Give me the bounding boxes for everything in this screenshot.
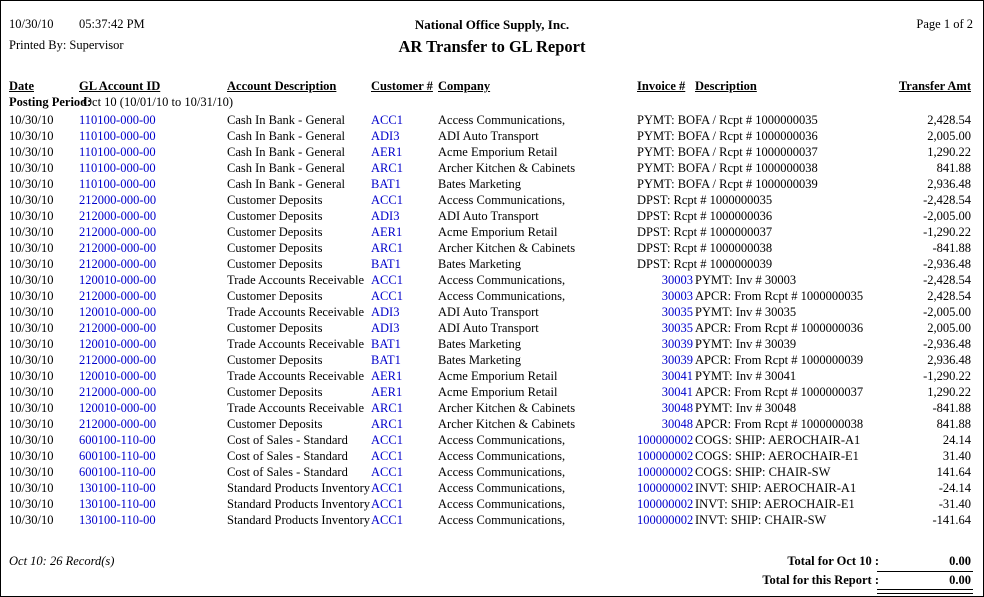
row-gl-account-link[interactable]: 212000-000-00 — [79, 257, 157, 271]
row-description: INVT: SHIP: AEROCHAIR-A1 — [695, 481, 857, 495]
total-report-rule-bottom — [877, 593, 973, 594]
total-report-value: 0.00 — [949, 573, 971, 587]
row-invoice-link[interactable]: 100000002 — [637, 513, 694, 527]
page-number: Page 1 of 2 — [916, 17, 973, 31]
row-customer-link[interactable]: BAT1 — [371, 353, 401, 367]
row-customer-link[interactable]: AER1 — [371, 145, 403, 159]
row-customer-link[interactable]: ACC1 — [371, 193, 403, 207]
row-date: 10/30/10 — [9, 449, 54, 463]
row-invoice-link[interactable]: 30048 — [661, 417, 693, 431]
row-gl-account-link[interactable]: 212000-000-00 — [79, 321, 157, 335]
row-transfer-amount: 2,936.48 — [927, 353, 971, 367]
row-date: 10/30/10 — [9, 241, 54, 255]
row-date: 10/30/10 — [9, 273, 54, 287]
company-name: National Office Supply, Inc. — [414, 17, 570, 32]
row-description: PYMT: Inv # 30048 — [695, 401, 797, 415]
row-description: PYMT: BOFA / Rcpt # 1000000036 — [637, 129, 818, 143]
table-row — [1, 241, 983, 257]
row-invoice-link[interactable]: 100000002 — [637, 449, 694, 463]
row-transfer-amount: -2,428.54 — [923, 273, 971, 287]
row-date: 10/30/10 — [9, 337, 54, 351]
row-transfer-amount: 2,936.48 — [927, 177, 971, 191]
row-date: 10/30/10 — [9, 289, 54, 303]
row-gl-account-link[interactable]: 212000-000-00 — [79, 241, 157, 255]
row-date: 10/30/10 — [9, 161, 54, 175]
row-transfer-amount: -841.88 — [932, 401, 971, 415]
row-transfer-amount: 1,290.22 — [927, 145, 971, 159]
row-gl-account-link[interactable]: 110100-000-00 — [79, 129, 156, 143]
row-account-description: Trade Accounts Receivable — [227, 273, 364, 287]
row-gl-account-link[interactable]: 600100-110-00 — [79, 465, 156, 479]
row-company: Archer Kitchen & Cabinets — [438, 417, 576, 431]
row-invoice-link[interactable]: 30039 — [661, 353, 693, 367]
row-description: PYMT: Inv # 30003 — [695, 273, 797, 287]
row-transfer-amount: 31.40 — [942, 449, 971, 463]
row-transfer-amount: -2,936.48 — [923, 337, 971, 351]
row-invoice-link[interactable]: 30048 — [661, 401, 693, 415]
posting-period-label: Posting Period: — [9, 95, 92, 109]
row-company: Acme Emporium Retail — [438, 225, 558, 239]
table-row — [1, 209, 983, 225]
table-row — [1, 257, 983, 273]
row-company: Access Communications, — [438, 193, 566, 207]
row-transfer-amount: 1,290.22 — [927, 385, 971, 399]
row-date: 10/30/10 — [9, 353, 54, 367]
row-gl-account-link[interactable]: 120010-000-00 — [79, 337, 157, 351]
row-description: APCR: From Rcpt # 1000000039 — [695, 353, 864, 367]
table-row — [1, 145, 983, 161]
row-date: 10/30/10 — [9, 177, 54, 191]
row-account-description: Customer Deposits — [227, 289, 323, 303]
row-customer-link[interactable]: AER1 — [371, 369, 403, 383]
row-invoice-link[interactable]: 30003 — [661, 289, 693, 303]
column-header-gl-account-id: GL Account ID — [79, 79, 161, 93]
row-invoice-link[interactable]: 30041 — [661, 369, 693, 383]
table-row — [1, 337, 983, 353]
row-account-description: Standard Products Inventory — [227, 481, 371, 495]
row-customer-link[interactable]: ACC1 — [371, 497, 403, 511]
row-date: 10/30/10 — [9, 385, 54, 399]
row-description: PYMT: Inv # 30041 — [695, 369, 797, 383]
row-customer-link[interactable]: ADI3 — [371, 321, 400, 335]
row-company: Access Communications, — [438, 465, 566, 479]
row-gl-account-link[interactable]: 130100-110-00 — [79, 497, 156, 511]
row-account-description: Standard Products Inventory — [227, 513, 371, 527]
row-customer-link[interactable]: BAT1 — [371, 337, 401, 351]
report-header — [1, 1, 983, 63]
table-row — [1, 161, 983, 177]
row-transfer-amount: 2,005.00 — [927, 129, 971, 143]
row-account-description: Customer Deposits — [227, 241, 323, 255]
row-invoice-link[interactable]: 100000002 — [637, 465, 694, 479]
row-description: APCR: From Rcpt # 1000000037 — [695, 385, 864, 399]
row-description: DPST: Rcpt # 1000000036 — [637, 209, 773, 223]
report-rows — [1, 113, 983, 529]
table-row — [1, 497, 983, 513]
row-company: Bates Marketing — [438, 257, 521, 271]
column-header-customer: Customer # — [371, 79, 433, 93]
row-date: 10/30/10 — [9, 321, 54, 335]
row-date: 10/30/10 — [9, 257, 54, 271]
row-company: Access Communications, — [438, 273, 566, 287]
table-row — [1, 385, 983, 401]
row-invoice-link[interactable]: 100000002 — [637, 497, 694, 511]
row-company: ADI Auto Transport — [438, 321, 539, 335]
row-description: PYMT: BOFA / Rcpt # 1000000038 — [637, 161, 818, 175]
table-row — [1, 449, 983, 465]
row-gl-account-link[interactable]: 130100-110-00 — [79, 513, 156, 527]
row-account-description: Standard Products Inventory — [227, 497, 371, 511]
row-customer-link[interactable]: ADI3 — [371, 129, 400, 143]
row-transfer-amount: 2,428.54 — [927, 113, 971, 127]
row-company: Archer Kitchen & Cabinets — [438, 241, 576, 255]
row-transfer-amount: 2,428.54 — [927, 289, 971, 303]
row-customer-link[interactable]: ACC1 — [371, 289, 403, 303]
posting-period — [1, 95, 983, 111]
row-account-description: Trade Accounts Receivable — [227, 369, 364, 383]
row-account-description: Cash In Bank - General — [227, 161, 346, 175]
row-company: ADI Auto Transport — [438, 305, 539, 319]
table-row — [1, 289, 983, 305]
row-transfer-amount: -2,005.00 — [923, 209, 971, 223]
row-gl-account-link[interactable]: 212000-000-00 — [79, 353, 157, 367]
row-customer-link[interactable]: ADI3 — [371, 209, 400, 223]
row-date: 10/30/10 — [9, 129, 54, 143]
table-row — [1, 353, 983, 369]
page-title: AR Transfer to GL Report — [398, 37, 586, 56]
total-period-label: Total for Oct 10 : — [787, 554, 879, 568]
row-date: 10/30/10 — [9, 481, 54, 495]
row-customer-link[interactable]: AER1 — [371, 385, 403, 399]
row-transfer-amount: -2,936.48 — [923, 257, 971, 271]
posting-period-value: Oct 10 (10/01/10 to 10/31/10) — [83, 95, 233, 109]
row-customer-link[interactable]: ACC1 — [371, 513, 403, 527]
row-gl-account-link[interactable]: 110100-000-00 — [79, 161, 156, 175]
row-customer-link[interactable]: BAT1 — [371, 257, 401, 271]
row-date: 10/30/10 — [9, 145, 54, 159]
row-transfer-amount: -1,290.22 — [923, 225, 971, 239]
row-transfer-amount: -841.88 — [932, 241, 971, 255]
row-customer-link[interactable]: BAT1 — [371, 177, 401, 191]
row-transfer-amount: 2,005.00 — [927, 321, 971, 335]
row-date: 10/30/10 — [9, 193, 54, 207]
row-transfer-amount: 141.64 — [936, 465, 971, 479]
row-description: APCR: From Rcpt # 1000000035 — [695, 289, 864, 303]
table-row — [1, 225, 983, 241]
row-gl-account-link[interactable]: 120010-000-00 — [79, 401, 157, 415]
row-date: 10/30/10 — [9, 433, 54, 447]
table-row — [1, 369, 983, 385]
column-header-account-description: Account Description — [227, 79, 337, 93]
row-transfer-amount: -24.14 — [938, 481, 971, 495]
row-customer-link[interactable]: ACC1 — [371, 113, 403, 127]
row-transfer-amount: 841.88 — [936, 161, 971, 175]
row-customer-link[interactable]: ARC1 — [371, 401, 403, 415]
row-date: 10/30/10 — [9, 305, 54, 319]
row-invoice-link[interactable]: 100000002 — [637, 481, 694, 495]
row-date: 10/30/10 — [9, 417, 54, 431]
row-description: DPST: Rcpt # 1000000038 — [637, 241, 773, 255]
table-row — [1, 433, 983, 449]
row-transfer-amount: -2,005.00 — [923, 305, 971, 319]
row-gl-account-link[interactable]: 212000-000-00 — [79, 193, 157, 207]
row-account-description: Cash In Bank - General — [227, 145, 346, 159]
row-transfer-amount: -31.40 — [938, 497, 971, 511]
row-customer-link[interactable]: AER1 — [371, 225, 403, 239]
row-date: 10/30/10 — [9, 497, 54, 511]
row-description: PYMT: Inv # 30035 — [695, 305, 797, 319]
total-report-rule-top — [877, 589, 973, 590]
table-row — [1, 193, 983, 209]
row-gl-account-link[interactable]: 110100-000-00 — [79, 113, 156, 127]
column-header-transfer-amt: Transfer Amt — [898, 79, 971, 93]
row-account-description: Customer Deposits — [227, 321, 323, 335]
row-gl-account-link[interactable]: 120010-000-00 — [79, 369, 157, 383]
row-description: PYMT: BOFA / Rcpt # 1000000037 — [637, 145, 818, 159]
table-row — [1, 417, 983, 433]
row-date: 10/30/10 — [9, 401, 54, 415]
row-invoice-link[interactable]: 30039 — [661, 337, 693, 351]
row-account-description: Cash In Bank - General — [227, 129, 346, 143]
row-account-description: Customer Deposits — [227, 209, 323, 223]
table-row — [1, 465, 983, 481]
row-date: 10/30/10 — [9, 113, 54, 127]
row-description: DPST: Rcpt # 1000000039 — [637, 257, 773, 271]
row-account-description: Cash In Bank - General — [227, 177, 346, 191]
row-gl-account-link[interactable]: 120010-000-00 — [79, 305, 157, 319]
row-account-description: Cash In Bank - General — [227, 113, 346, 127]
row-invoice-link[interactable]: 30035 — [661, 305, 693, 319]
table-column-headers — [1, 79, 983, 95]
row-description: DPST: Rcpt # 1000000035 — [637, 193, 773, 207]
row-customer-link[interactable]: ARC1 — [371, 241, 403, 255]
report-date: 10/30/10 — [9, 17, 54, 31]
row-company: Archer Kitchen & Cabinets — [438, 401, 576, 415]
table-row — [1, 113, 983, 129]
row-description: DPST: Rcpt # 1000000037 — [637, 225, 773, 239]
row-transfer-amount: -141.64 — [932, 513, 971, 527]
row-date: 10/30/10 — [9, 465, 54, 479]
row-account-description: Cost of Sales - Standard — [227, 433, 348, 447]
row-company: Bates Marketing — [438, 337, 521, 351]
total-report-label: Total for this Report : — [762, 573, 879, 587]
row-customer-link[interactable]: ACC1 — [371, 449, 403, 463]
column-header-company: Company — [438, 79, 491, 93]
table-row — [1, 273, 983, 289]
table-row — [1, 401, 983, 417]
row-customer-link[interactable]: ACC1 — [371, 273, 403, 287]
total-period-value: 0.00 — [949, 554, 971, 568]
row-gl-account-link[interactable]: 212000-000-00 — [79, 289, 157, 303]
row-company: Access Communications, — [438, 433, 566, 447]
report-time: 05:37:42 PM — [79, 17, 145, 31]
row-gl-account-link[interactable]: 600100-110-00 — [79, 449, 156, 463]
row-gl-account-link[interactable]: 120010-000-00 — [79, 273, 157, 287]
row-gl-account-link[interactable]: 110100-000-00 — [79, 177, 156, 191]
row-description: PYMT: Inv # 30039 — [695, 337, 797, 351]
row-gl-account-link[interactable]: 110100-000-00 — [79, 145, 156, 159]
column-header-invoice: Invoice # — [637, 79, 686, 93]
row-description: APCR: From Rcpt # 1000000036 — [695, 321, 864, 335]
row-gl-account-link[interactable]: 600100-110-00 — [79, 433, 156, 447]
row-transfer-amount: -1,290.22 — [923, 369, 971, 383]
row-customer-link[interactable]: ACC1 — [371, 433, 403, 447]
row-company: Acme Emporium Retail — [438, 369, 558, 383]
row-gl-account-link[interactable]: 130100-110-00 — [79, 481, 156, 495]
row-description: PYMT: BOFA / Rcpt # 1000000039 — [637, 177, 818, 191]
row-company: Access Communications, — [438, 113, 566, 127]
printed-by: Printed By: Supervisor — [9, 38, 124, 52]
row-description: INVT: SHIP: AEROCHAIR-E1 — [695, 497, 855, 511]
row-company: Bates Marketing — [438, 353, 521, 367]
row-transfer-amount: 841.88 — [936, 417, 971, 431]
row-transfer-amount: 24.14 — [942, 433, 971, 447]
row-account-description: Customer Deposits — [227, 353, 323, 367]
row-description: APCR: From Rcpt # 1000000038 — [695, 417, 864, 431]
column-header-description: Description — [695, 79, 757, 93]
row-account-description: Cost of Sales - Standard — [227, 465, 348, 479]
row-account-description: Customer Deposits — [227, 225, 323, 239]
row-account-description: Customer Deposits — [227, 385, 323, 399]
row-customer-link[interactable]: ADI3 — [371, 305, 400, 319]
row-company: ADI Auto Transport — [438, 209, 539, 223]
row-company: Access Communications, — [438, 481, 566, 495]
record-count: Oct 10: 26 Record(s) — [9, 554, 115, 568]
row-gl-account-link[interactable]: 212000-000-00 — [79, 209, 157, 223]
row-description: COGS: SHIP: AEROCHAIR-E1 — [695, 449, 859, 463]
row-company: Access Communications, — [438, 449, 566, 463]
row-invoice-link[interactable]: 30035 — [661, 321, 693, 335]
row-customer-link[interactable]: ACC1 — [371, 481, 403, 495]
row-company: Acme Emporium Retail — [438, 385, 558, 399]
table-row — [1, 177, 983, 193]
row-date: 10/30/10 — [9, 209, 54, 223]
table-row — [1, 481, 983, 497]
row-gl-account-link[interactable]: 212000-000-00 — [79, 417, 157, 431]
row-description: COGS: SHIP: CHAIR-SW — [695, 465, 831, 479]
row-invoice-link[interactable]: 100000002 — [637, 433, 694, 447]
column-header-date: Date — [9, 79, 34, 93]
table-row — [1, 513, 983, 529]
row-company: Acme Emporium Retail — [438, 145, 558, 159]
row-transfer-amount: -2,428.54 — [923, 193, 971, 207]
row-customer-link[interactable]: ARC1 — [371, 417, 403, 431]
row-invoice-link[interactable]: 30003 — [661, 273, 693, 287]
row-company: ADI Auto Transport — [438, 129, 539, 143]
table-row — [1, 305, 983, 321]
row-company: Access Communications, — [438, 289, 566, 303]
row-date: 10/30/10 — [9, 225, 54, 239]
row-description: PYMT: BOFA / Rcpt # 1000000035 — [637, 113, 818, 127]
row-description: INVT: SHIP: CHAIR-SW — [695, 513, 827, 527]
row-customer-link[interactable]: ARC1 — [371, 161, 403, 175]
row-account-description: Customer Deposits — [227, 193, 323, 207]
row-account-description: Customer Deposits — [227, 257, 323, 271]
row-invoice-link[interactable]: 30041 — [661, 385, 693, 399]
row-company: Access Communications, — [438, 513, 566, 527]
row-company: Archer Kitchen & Cabinets — [438, 161, 576, 175]
row-description: COGS: SHIP: AEROCHAIR-A1 — [695, 433, 861, 447]
row-company: Access Communications, — [438, 497, 566, 511]
row-account-description: Cost of Sales - Standard — [227, 449, 348, 463]
table-row — [1, 129, 983, 145]
row-account-description: Trade Accounts Receivable — [227, 337, 364, 351]
row-gl-account-link[interactable]: 212000-000-00 — [79, 225, 157, 239]
table-row — [1, 321, 983, 337]
row-date: 10/30/10 — [9, 369, 54, 383]
row-date: 10/30/10 — [9, 513, 54, 527]
total-period-rule — [877, 571, 973, 572]
row-gl-account-link[interactable]: 212000-000-00 — [79, 385, 157, 399]
row-account-description: Trade Accounts Receivable — [227, 401, 364, 415]
row-customer-link[interactable]: ACC1 — [371, 465, 403, 479]
row-account-description: Trade Accounts Receivable — [227, 305, 364, 319]
row-company: Bates Marketing — [438, 177, 521, 191]
row-account-description: Customer Deposits — [227, 417, 323, 431]
